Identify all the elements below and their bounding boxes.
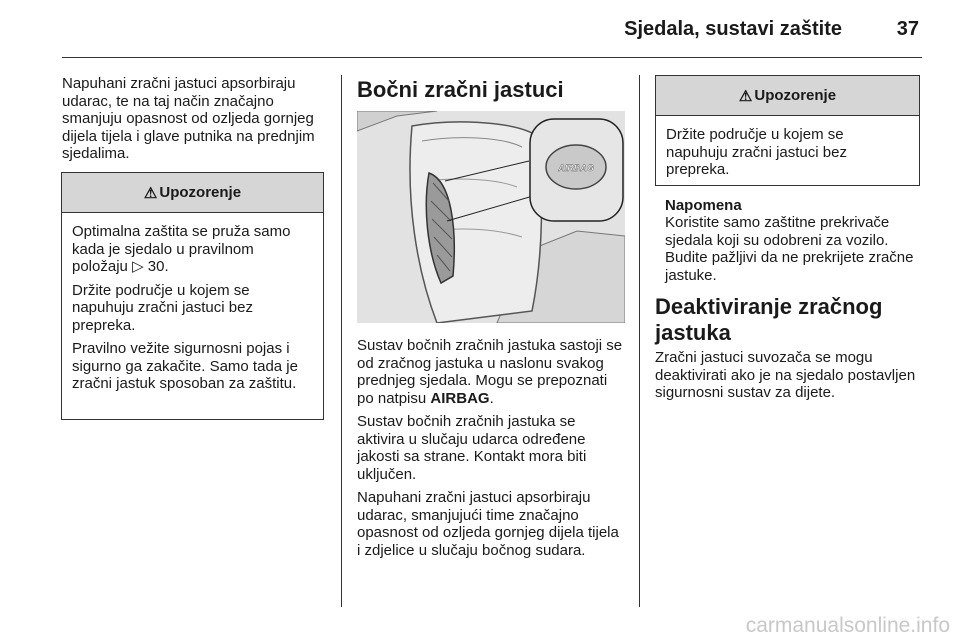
warning-title: Upozorenje [159, 184, 242, 201]
intro-paragraph: Napuhani zračni jastuci apsorbiraju udarac, te na taj način značajno smanjuju opasnost od ozljeda gornjeg dijela tijela i glave putnika na prednjim sjedalima. [62, 75, 315, 162]
warning-box-2 [655, 75, 920, 186]
page-reference-arrow-icon: ▷ [132, 258, 144, 275]
seat-airbag-figure-svg [357, 111, 625, 323]
warning-box-1 [61, 172, 324, 420]
page-number: 37 [896, 18, 919, 40]
warning-paragraph-2: Držite područje u kojem se napuhuju zračni jastuci bez prepreka. [72, 281, 253, 334]
seat-airbag-illustration [357, 111, 625, 323]
section-heading-deactivation: Deaktiviranje zračnog jastuka [655, 294, 883, 345]
warning-paragraph-3: Pravilno vežite sigurnosni pojas i sigurno ga zakačite. Samo tada je zračni jastuk sposoban za zaštitu. [72, 340, 298, 392]
header-rule [62, 57, 922, 58]
warning-triangle-icon: ⚠ [738, 87, 753, 105]
column-divider-2 [639, 75, 640, 607]
column-divider-1 [341, 75, 342, 607]
side-airbag-paragraph-1: Sustav bočnih zračnih jastuka sastoji se od zračnog jastuka u naslonu svakog prednjeg sjedala. Mogu se prepoznati po natpisu AIRBAG. [357, 337, 623, 407]
warning-body [656, 116, 919, 193]
page-header [0, 0, 960, 60]
warning-header [62, 173, 323, 213]
warning-triangle-icon: ⚠ [143, 184, 158, 202]
warning-title: Upozorenje [754, 87, 837, 104]
airbag-badge-label: AIRBAG [558, 163, 594, 173]
running-title: Sjedala, sustavi zaštite [624, 18, 842, 40]
note-block [665, 197, 920, 284]
deactivation-paragraph: Zračni jastuci suvozača se mogu deaktivirati ako je na sjedalo postavljen sigurnosni sustav za dijete. [655, 349, 916, 401]
side-airbag-paragraph-3: Napuhani zračni jastuci apsorbiraju udarac, smanjujući time značajno opasnost od ozljeda gornjeg dijela tijela i zdjelice u slučaju bočnog sudara. [357, 489, 619, 559]
section-heading-side-airbags: Bočni zračni jastuci [357, 77, 564, 102]
warning-header [656, 76, 919, 116]
warning-paragraph-1: Držite područje u kojem se napuhuju zračni jastuci bez prepreka. [666, 126, 847, 178]
note-text: Koristite samo zaštitne prekrivače sjedala koji su odobreni za vozilo. Budite pažljivi da ne prekrijete zračne jastuke. [665, 214, 914, 284]
side-airbag-paragraph-2: Sustav bočnih zračnih jastuka se aktivira u slučaju udarca određene jakosti sa strane. Kontakt mora biti uključen. [357, 413, 587, 483]
column-2-text [357, 337, 625, 559]
watermark: carmanualsonline.info [745, 614, 950, 637]
warning-body [62, 213, 323, 407]
note-heading: Napomena [665, 197, 742, 214]
warning-paragraph-1: Optimalna zaštita se pruža samo kada je sjedalo u pravilnom položaju ▷ 30. [72, 223, 291, 275]
